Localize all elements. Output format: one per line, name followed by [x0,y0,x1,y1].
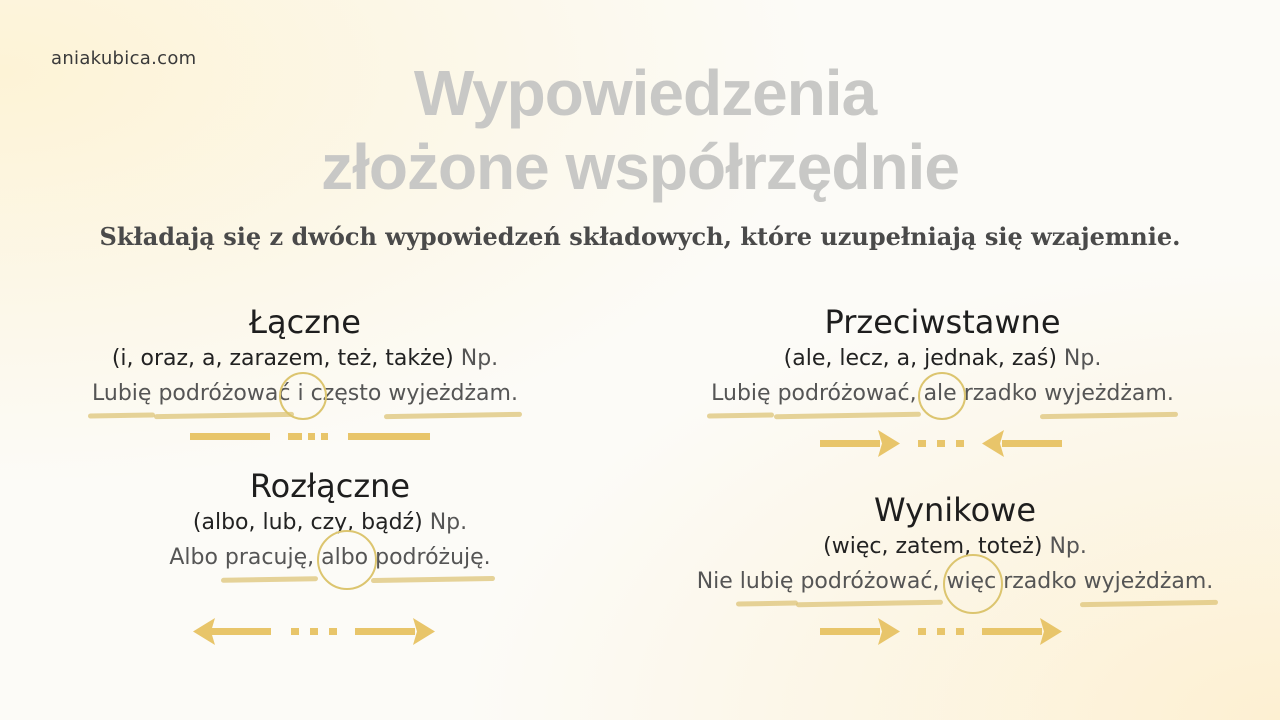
conjunctions: (ale, lecz, a, jednak, zaś) [783,346,1057,371]
example-word: podróżować [158,376,290,412]
conjunctions: (i, oraz, a, zarazem, też, także) [111,346,454,371]
np-label: Np. [429,510,468,535]
example-sentence [40,376,570,412]
example-sentence [650,564,1260,600]
example-word: często [310,381,382,406]
example-word: wyjeżdżam. [388,376,518,412]
conjunctions: (więc, zatem, toteż) [823,534,1043,559]
example-word: rzadko [963,381,1038,406]
np-label: Np. [1049,534,1087,559]
section-heading: Łączne [249,303,361,341]
arrows-right-icon [820,616,1062,648]
example-sentence [660,376,1225,412]
section-heading: Wynikowe [873,491,1036,529]
section-przeciwstawne [660,302,1225,412]
example-word: Nie [696,569,733,594]
example-word: Lubię [92,376,151,412]
circled-conjunction: ale [924,376,957,412]
example-word: podróżuję. [375,540,491,576]
example-sentence [60,540,600,576]
example-word: wyjeżdżam. [1084,564,1214,600]
example-word: podróżować, [778,376,917,412]
page-title-line-2: złożone współrzędnie [321,131,959,203]
example-word: podróżować, [800,564,939,600]
np-label: Np. [1063,346,1102,371]
circled-conjunction: i [297,376,303,412]
section-laczne [40,302,570,412]
page-title-line-1: Wypowiedzenia [413,57,877,129]
section-heading: Przeciwstawne [824,303,1061,341]
np-label: Np. [460,346,499,371]
brand-name: aniakubica.com [51,48,197,69]
example-word: wyjeżdżam. [1044,376,1174,412]
section-rozlaczne [60,466,600,576]
section-heading: Rozłączne [249,467,411,505]
example-word: rzadko [1003,569,1077,594]
subtitle: Składają się z dwóch wypowiedzeń składowych, które uzupełniają się wzajemnie. [99,222,1181,251]
arrows-outward-icon [193,616,435,648]
conjunction-list [40,342,570,376]
conjunctions: (albo, lub, czy, bądź) [192,510,423,535]
example-word: Albo [169,545,218,570]
conjunction-list [660,342,1225,376]
arrows-inward-icon [820,428,1062,460]
section-wynikowe [650,490,1260,600]
example-word: pracuję, [225,540,314,576]
example-word: Lubię [711,376,770,412]
circled-conjunction: albo [321,540,368,576]
example-word: lubię [740,564,794,600]
circled-conjunction: więc [946,564,996,600]
line-dots-line-icon [190,431,432,443]
